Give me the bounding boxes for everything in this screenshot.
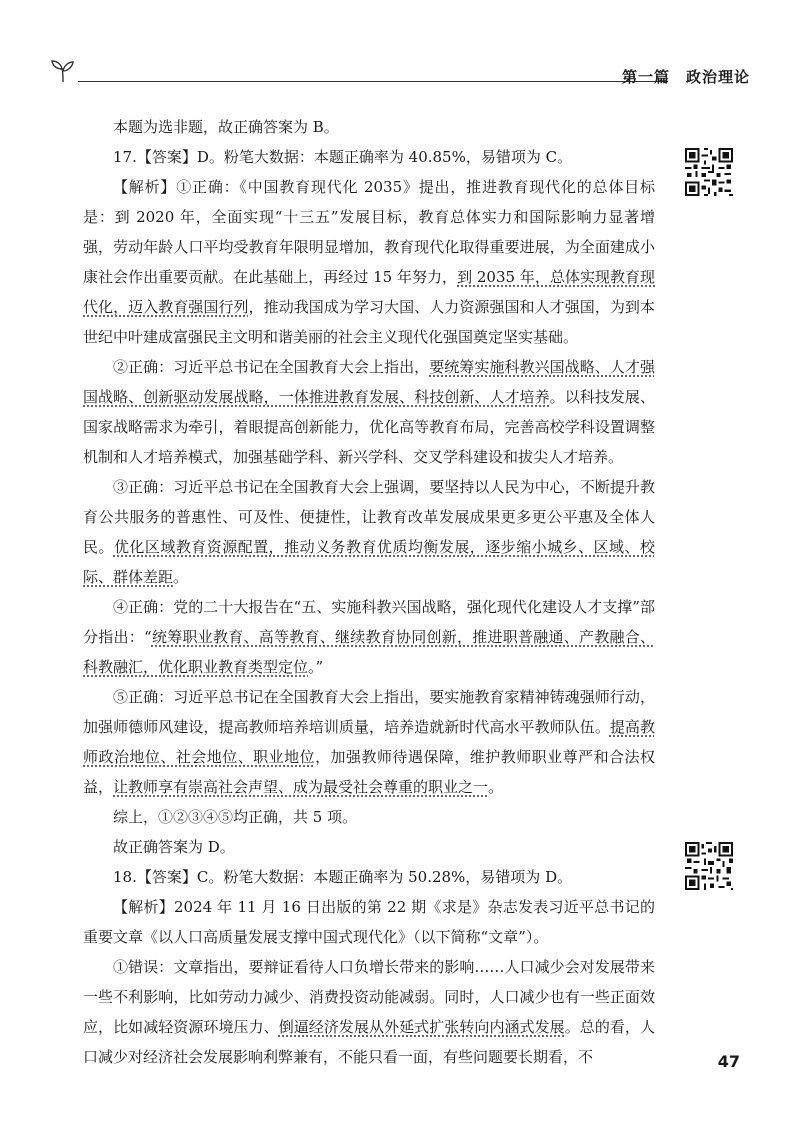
underlined-key-phrase: 到 2035 年，总体实现教育现代化，迈入教育强国行列 [83,268,655,316]
paragraph-6 [83,592,655,682]
qr-code-icon[interactable] [683,840,735,892]
underlined-key-phrase: 要统筹实施科教兴国战略、人才强国战略、创新驱动发展战略，一体推进教育发展、科技创新、人才培养 [83,358,655,406]
text-run: ，加强教师待遇保障，维护教师职业尊严和合法权益， [83,748,655,796]
paragraph-7 [83,682,655,802]
paragraph-12 [83,952,655,1072]
qr-code-icon[interactable] [683,146,735,198]
text-run: 。以科技发展、国家战略需求为牵引，着眼提高创新能力，优化高等教育布局，完善高校学科设置调整机制和人才培养模式，加强基础学科、新兴学科、交叉学科建设和拔尖人才培养。 [83,388,655,466]
section-title: 第一篇 政治理论 [621,68,750,86]
text-run: ⑤正确：习近平总书记在全国教育大会上指出，要实施教育家精神铸魂强师行动，加强师德师风建设，提高教师培养培训质量，培养造就新时代高水平教师队伍。 [83,688,655,736]
text-run: 【解析】2024 年 11 月 16 日出版的第 22 期《求是》杂志发表习近平总书记的重要文章《以人口高质量发展支撑中国式现代化》（以下简称“文章”）。 [83,898,655,946]
text-run: 。总的看，人口减少对经济社会发展影响利弊兼有，不能只看一面，有些问题要长期看，不 [83,1018,655,1066]
paragraph-8 [83,802,655,832]
text-run: 【解析】①正确：《中国教育现代化 2035》提出，推进教育现代化的总体目标是：到 2020 年，全面实现“十三五”发展目标，教育总体实力和国际影响力显著增强，劳动年龄人口平均受教育年限明显增加，教育现代化取得重要进展，为全面建成小康社会作出重要贡献。在此基础上，再经过 15 年努力， [83,178,655,286]
header-rule [78,81,668,82]
paragraph-10 [83,862,655,892]
text-run: 。 [488,778,504,796]
text-run: 本题为选非题，故正确答案为 B。 [113,118,339,136]
paragraph-1 [83,112,655,142]
text-run: 综上，①②③④⑤均正确，共 5 项。 [113,808,358,826]
text-run: ②正确：习近平总书记在全国教育大会上指出， [113,358,430,376]
article-body [83,112,655,1072]
text-run: ①错误：文章指出，要辩证看待人口负增长带来的影响……人口减少会对发展带来一些不利影响，比如劳动力减少、消费投资动能减弱。同时，人口减少也有一些正面效应，比如减轻资源环境压力、 [83,958,655,1036]
text-run: ，推动我国成为学习大国、人力资源强国和人才强国，为到本世纪中叶建成富强民主文明和谐美丽的社会主义现代化强国奠定坚实基础。 [83,298,655,346]
text-run: 。” [308,658,324,676]
paragraph-3 [83,172,655,352]
sprout-icon [50,56,80,84]
text-run: 故正确答案为 D。 [113,838,235,856]
paragraph-4 [83,352,655,472]
underlined-key-phrase: 提高教师政治地位、社会地位、职业地位 [83,718,655,766]
underlined-key-phrase: 倒逼经济发展从外延式扩张转向内涵式发展 [278,1018,565,1036]
text-run: 17.【答案】D。粉笔大数据：本题正确率为 40.85%，易错项为 C。 [113,148,573,166]
underlined-key-phrase: 让教师享有崇高社会声望、成为最受社会尊重的职业之一 [113,778,489,796]
page-header [50,56,750,96]
text-run: ④正确：党的二十大报告在“五、实施科教兴国战略，强化现代化建设人才支撑”部分指出：“ [83,598,655,646]
paragraph-11 [83,892,655,952]
paragraph-5 [83,472,655,592]
text-run: ③正确：习近平总书记在全国教育大会上强调，要坚持以人民为中心，不断提升教育公共服务的普惠性、可及性、便捷性，让教育改革发展成果更多更公平惠及全体人民。 [83,478,655,556]
paragraph-2 [83,142,655,172]
underlined-key-phrase: 优化区域教育资源配置，推动义务教育优质均衡发展，逐步缩小城乡、区域、校际、群体差距 [83,538,655,586]
underlined-key-phrase: 统筹职业教育、高等教育、继续教育协同创新，推进职普融通、产教融合、科教融汇，优化职业教育类型定位 [83,628,655,676]
text-run: 18.【答案】C。粉笔大数据：本题正确率为 50.28%，易错项为 D。 [113,868,573,886]
page-number: 47 [717,1052,740,1071]
paragraph-9 [83,832,655,862]
text-run: 。 [173,568,189,586]
